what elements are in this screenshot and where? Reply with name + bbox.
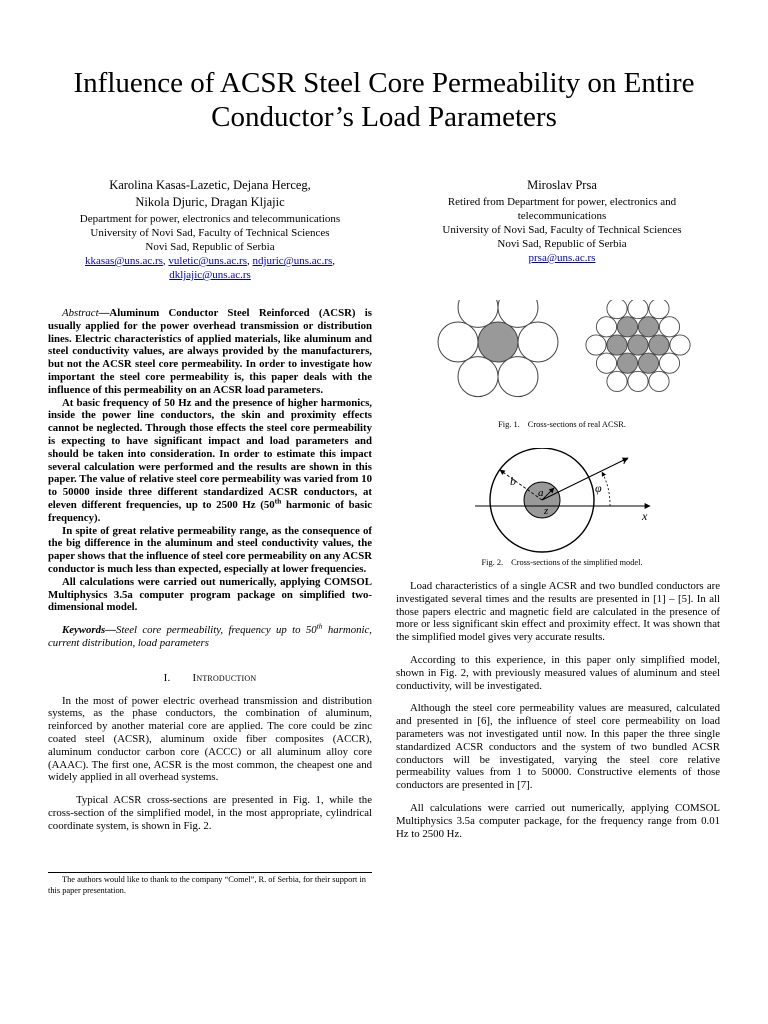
abstract-paragraph: At basic frequency of 50 Hz and the presence of higher harmonics, inside the power line conductors, the skin and proximity effects cannot be neglected. Through those effects the steel core permeability is expecting to have significant impact and load parameters and should be taken into consideration. In order to estimate this impact several calculation were performed and the results are shown in this paper. The value of relative steel core permeability was varied from 10 to 50000 inside three different standardized ACSR conductors, at eleven different frequencies, up to 2500 Hz (50th harmonic of basic frequency). — [48, 396, 373, 524]
strand — [649, 300, 669, 319]
section-heading: I. Introduction — [163, 671, 257, 684]
strand — [586, 335, 606, 355]
author-department-line1: Retired from Department for power, electronics and — [447, 196, 677, 208]
author-university: University of Novi Sad, Faculty of Technical Sciences — [442, 224, 682, 236]
label-r: r — [623, 453, 628, 467]
figure-2-caption: Fig. 2. Cross-sections of the simplified model. — [481, 558, 643, 567]
author-names-line1: Karolina Kasas-Lazetic, Dejana Herceg, — [109, 178, 311, 192]
author-block-right — [400, 178, 724, 265]
phi-angle-arc — [602, 472, 610, 506]
label-x: x — [642, 509, 648, 523]
author-department-line2: telecommunications — [517, 210, 607, 222]
strand — [659, 317, 679, 337]
strand — [617, 317, 637, 337]
body-paragraph: Although the steel core permeability values are measured, calculated and presented in [6], the influence of steel core permeability on load parameters was not investigated until now. In this paper the three single standardized ACSR conductors and the system of two bundled ACSR conductors will be investigated, varying the steel core relative permeability values from 1 to 50000. Constructive elements of those conductors are presented in [7]. — [396, 702, 720, 792]
strand — [638, 353, 658, 373]
email-link[interactable]: vuletic@uns.ac.rs — [168, 255, 247, 267]
acsr-multi-layer-cross-section — [586, 300, 690, 391]
strand — [617, 353, 637, 373]
label-b: b — [510, 474, 516, 488]
strand — [638, 317, 658, 337]
strand — [649, 335, 669, 355]
strand — [596, 353, 616, 373]
author-emails: kkasas@uns.ac.rs, vuletic@uns.ac.rs, ndjuric@uns.ac.rs, — [84, 255, 336, 267]
strand — [659, 353, 679, 373]
author-department: Department for power, electronics and telecommunications — [79, 213, 341, 225]
figure-1-acsr-cross-sections — [420, 300, 716, 410]
acsr-6-1-cross-section — [438, 300, 558, 397]
author-block-left — [48, 178, 372, 282]
email-link[interactable]: kkasas@uns.ac.rs — [84, 255, 163, 267]
label-z: z — [544, 505, 549, 517]
abstract-paragraph: Abstract—Aluminum Conductor Steel Reinforced (ACSR) is usually applied for the power overhead transmission or distribution lines. Electric characteristics of applied materials, like aluminum and steel conductivity values, are always provided by the manufacturers, but not the ACSR steel core permeability. In order to investigate how important the steel core permeability is, this paper deals with the influence of this permeability on an ACSR load parameters. — [48, 307, 372, 396]
email-link[interactable]: ndjuric@uns.ac.rs — [252, 255, 333, 267]
figure-2-simplified-model — [470, 448, 690, 553]
author-names-line2: Nikola Djuric, Dragan Kljajic — [135, 195, 285, 209]
author-university: University of Novi Sad, Faculty of Technical Sciences — [90, 227, 330, 239]
strand — [649, 371, 669, 391]
author-name: Miroslav Prsa — [527, 178, 597, 192]
body-paragraph: Load characteristics of a single ACSR and two bundled conductors are investigated several times and the results are presented in [1] – [5]. In all those papers electric and magnetic field are calculated in the presence of more or less significant skin effect and proximity effect. It was shown that the simplified model gives very accurate results. — [396, 580, 720, 644]
email-link[interactable]: prsa@uns.ac.rs — [528, 252, 596, 264]
body-paragraph: In the most of power electric overhead transmission and distribution systems, as the phase conductors, the combination of aluminum, reinforced by another material core are applied. The core could be zinc coated steel (ACSR), aluminum oxide fiber composites (ACCR), aluminum conductor carbon core (ACCC) or all aluminum alloy core (AAAC). The first one, ACSR is the most common, the cheapest one and widely applied in all overhead systems. — [48, 694, 372, 784]
introduction — [48, 695, 372, 833]
strand — [607, 371, 627, 391]
body-paragraph: Typical ACSR cross-sections are presented in Fig. 1, while the cross-section of the simplified model, in the most appropriate, cylindrical coordinate system, is shown in Fig. 2. — [48, 794, 372, 832]
keywords-label: Keywords — [62, 624, 106, 637]
strand — [628, 335, 648, 355]
paper-title: Influence of ACSR Steel Core Permeability on Entire Conductor’s Load Parameters — [73, 67, 695, 133]
strand — [607, 335, 627, 355]
strand — [670, 335, 690, 355]
label-a: a — [538, 487, 544, 499]
body-paragraph: All calculations were carried out numerically, applying COMSOL Multiphysics 3.5a computer package, for the frequency range from 0.01 Hz to 2500 Hz. — [396, 801, 720, 840]
strand — [596, 317, 616, 337]
abstract-label: Abstract — [62, 307, 99, 319]
strand — [628, 371, 648, 391]
strand — [628, 300, 648, 319]
label-phi: φ — [595, 481, 602, 495]
right-column — [396, 580, 720, 850]
abstract-paragraph: All calculations were carried out numerically, applying COMSOL Multiphysics 3.5a computer program package on simplified two-dimensional model. — [48, 575, 372, 614]
email-link[interactable]: dkljajic@uns.ac.rs — [169, 269, 251, 281]
left-column — [48, 307, 372, 842]
body-paragraph: According to this experience, in this paper only simplified model, shown in Fig. 2, with previously measured values of aluminum and steel conductivity, will be investigated. — [396, 653, 720, 692]
footnote: The authors would like to thank to the company “Comel”, R. of Serbia, for their support in this paper presentation. — [48, 872, 372, 896]
figure-1-caption: Fig. 1. Cross-sections of real ACSR. — [498, 420, 626, 429]
author-city: Novi Sad, Republic of Serbia — [145, 241, 275, 253]
abstract — [48, 307, 372, 614]
keywords: Keywords—Steel core permeability, frequency up to 50th harmonic, current distribution, load parameters — [48, 621, 372, 649]
author-city: Novi Sad, Republic of Serbia — [497, 238, 627, 250]
abstract-paragraph: In spite of great relative permeability range, as the consequence of the big difference in the aluminum and steel conductivity values, the paper shows that the influence of steel core permeability on any ACSR conductor is much less than expected, especially at lower frequencies. — [48, 524, 372, 575]
strand — [607, 300, 627, 319]
